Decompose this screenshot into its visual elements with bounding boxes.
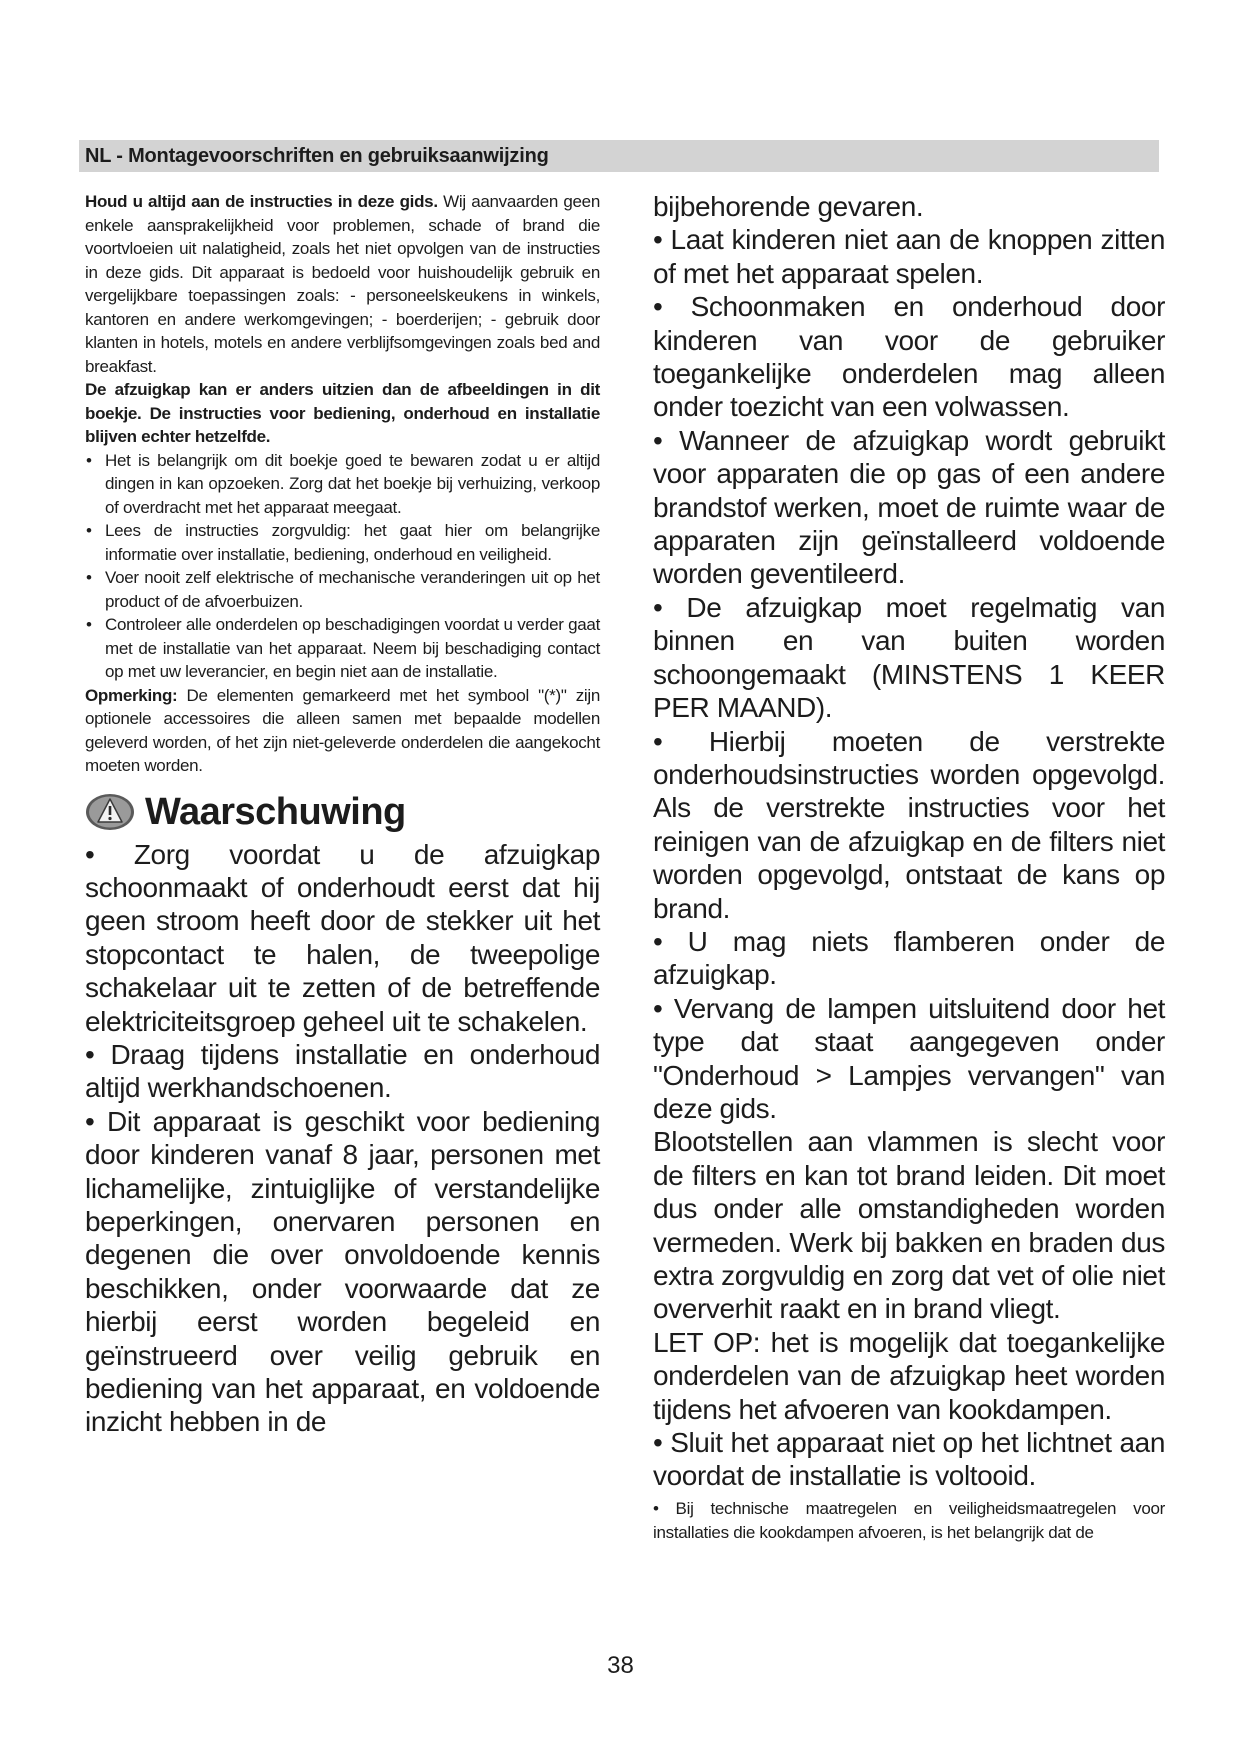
remark-paragraph [85,684,600,778]
list-item [85,519,600,566]
small-paragraph: • Bij technische maatregelen en veiligheidsmaatregelen voor installaties die kookdampen afvoeren, is het belangrijk dat de [653,1498,1165,1542]
list-item-text: Controleer alle onderdelen op beschadigingen voordat u verder gaat met de installatie van het apparaat. Neem bij beschadiging contact op met uw leverancier, en begin niet aan de installatie. [105,615,600,681]
warning-paragraph: • Dit apparaat is geschikt voor bediening door kinderen vanaf 8 jaar, personen met lichamelijke, zintuiglijke of verstandelijke beperkingen, onervaren personen en degenen die over onvoldoende kennis beschikken, onder voorwaarde dat ze hierbij eerst worden begeleid en geïnstrueerd over veilig gebruik en bediening van het apparaat, en voldoende inzicht hebben in de [85,1105,600,1438]
list-item [85,613,600,684]
warning-paragraph: • De afzuigkap moet regelmatig van binnen en van buiten worden schoongemaakt (MINSTENS 1 KEER PER MAAND). [653,591,1165,724]
warning-paragraph: • Zorg voordat u de afzuigkap schoonmaakt of onderhoudt eerst dat hij geen stroom heeft door de stekker uit het stopcontact te halen, de tweepolige schakelaar uit te zetten of de betreffende elektriciteitsgroep geheel uit te schakelen. [85,838,600,1037]
warning-paragraph: • Sluit het apparaat niet op het lichtnet aan voordat de installatie is voltooid. [653,1427,1165,1492]
intro-text: Wij aanvaarden geen enkele aansprakelijkheid voor problemen, schade of brand die voortvloeien uit nalatigheid, zoals het niet opvolgen van de instructies in deze gids. Dit apparaat is bedoeld voor huishoudelijk gebruik en vergelijkbare toepassingen zoals: - personeelskeukens in winkels, kantoren en andere werkomgevingen; - boerderijen; - gebruik door klanten in hotels, motels en andere verblijfsomgevingen zoals bed and breakfast. [85,192,600,376]
warning-heading [85,786,600,838]
warning-paragraph: • Vervang de lampen uitsluitend door het type dat staat aangegeven onder "Onderhoud > Lampjes vervangen" van deze gids. [653,992,1165,1124]
warning-paragraph: bijbehorende gevaren. [653,191,924,222]
remark-text: De elementen gemarkeerd met het symbool "(*)" zijn optionele accessoires die alleen samen met bepaalde modellen geleverd worden, of het zijn niet-geleverde onderdelen die aangekocht moeten worden. [85,685,600,775]
intro-bold: Houd u altijd aan de instructies in deze gids. [85,192,438,211]
bullet-icon: • [86,615,92,634]
appearance-note: De afzuigkap kan er anders uitzien dan de afbeeldingen in dit boekje. De instructies voor bediening, onderhoud en installatie blijven echter hetzelfde. [85,380,600,446]
list-item-text: Lees de instructies zorgvuldig: het gaat hier om belangrijke informatie over installatie, bediening, onderhoud en veiligheid. [105,521,600,564]
warning-title: Waarschuwing [145,790,406,833]
warning-paragraph: Blootstellen aan vlammen is slecht voor de filters en kan tot brand leiden. Dit moet dus onder alle omstandigheden worden vermeden. Werk bij bakken en braden dus extra zorgvuldig en zorg dat vet of olie niet oververhit raakt en in brand vliegt. [653,1126,1165,1325]
left-column [85,190,600,1439]
warning-paragraph: • Schoonmaken en onderhoud door kinderen van voor de gebruiker toegankelijke onderdelen mag alleen onder toezicht van een volwassen. [653,291,1165,423]
page-number: 38 [607,1652,634,1679]
remark-label: Opmerking: [85,685,178,705]
list-item-text: Voer nooit zelf elektrische of mechanische veranderingen uit op het product of de afvoerbuizen. [105,568,600,611]
bullet-icon: • [86,521,92,540]
warning-paragraph: • U mag niets flamberen onder de afzuigkap. [653,925,1165,991]
list-item [85,566,600,613]
instruction-list [85,449,600,684]
list-item [85,449,600,520]
list-item-text: Het is belangrijk om dit boekje goed te bewaren zodat u er altijd dingen in kan opzoeken. Zorg dat het boekje bij verhuizing, verkoop of overdracht met het apparaat meegaat. [105,450,600,517]
warning-paragraph: LET OP: het is mogelijk dat toegankelijke onderdelen van de afzuigkap heet worden tijdens het afvoeren van kookdampen. [653,1326,1165,1425]
right-column [653,190,1165,1545]
bullet-icon: • [86,450,92,470]
intro-paragraph [85,190,600,378]
warning-paragraph: • Wanneer de afzuigkap wordt gebruikt voor apparaten die op gas of een andere brandstof werken, moet de ruimte waar de apparaten zijn geïnstalleerd voldoende worden geventileerd. [653,424,1165,590]
warning-paragraph: • Draag tijdens installatie en onderhoud altijd werkhandschoenen. [85,1038,600,1104]
warning-paragraph: • Laat kinderen niet aan de knoppen zitten of met het apparaat spelen. [653,224,1165,289]
warning-paragraph: • Hierbij moeten de verstrekte onderhoudsinstructies worden opgevolgd. Als de verstrekte instructies voor het reinigen van de afzuigkap en de filters niet worden opgevolgd, ontstaat de kans op brand. [653,725,1165,924]
section-header [79,140,1159,172]
section-title: NL - Montagevoorschriften en gebruiksaanwijzing [85,145,549,167]
bullet-icon: • [86,568,92,587]
warning-icon [85,792,135,832]
